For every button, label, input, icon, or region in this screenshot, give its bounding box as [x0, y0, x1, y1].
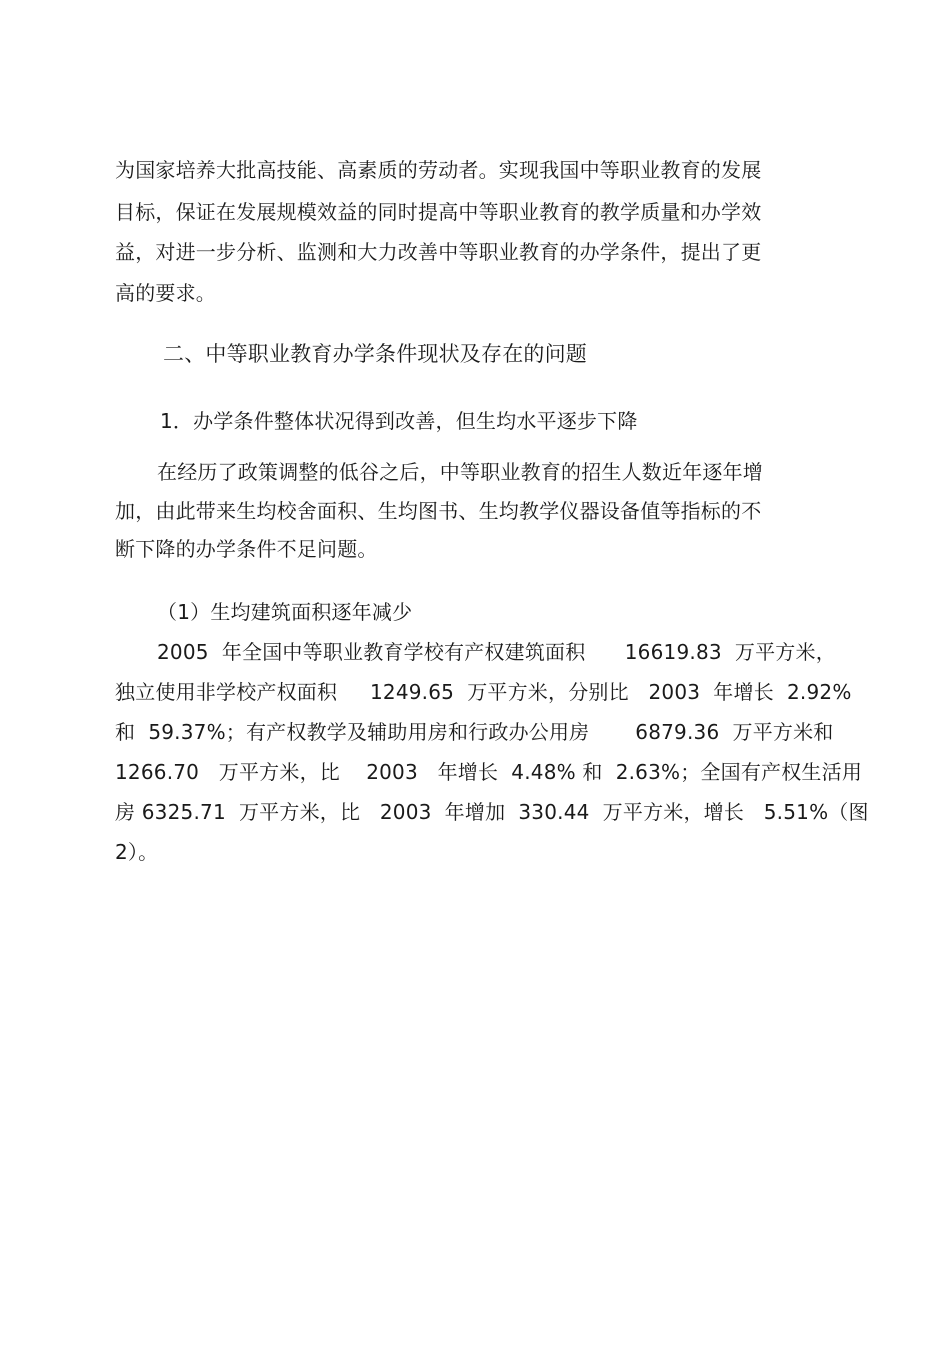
paragraph-3-line-2: 独立使用非学校产权面积 1249.65 万平方米，分别比 2003 年增长 2.92%: [115, 680, 852, 704]
paragraph-3-line-4: 1266.70 万平方米，比 2003 年增长 4.48% 和 2.63%；全国有产权生活用: [115, 760, 863, 784]
subsection-heading: 1．办学条件整体状况得到改善，但生均水平逐步下降: [160, 409, 638, 433]
intro-line-1: 为国家培养大批高技能、高素质的劳动者。实现我国中等职业教育的发展: [115, 158, 762, 182]
paragraph-3-line-6: 2）。: [115, 840, 159, 864]
paragraph-2-line-2: 加，由此带来生均校舍面积、生均图书、生均教学仪器设备值等指标的不: [115, 499, 762, 523]
section-heading: 二、中等职业教育办学条件现状及存在的问题: [163, 342, 587, 366]
paragraph-2-line-3: 断下降的办学条件不足问题。: [115, 537, 378, 561]
intro-line-4: 高的要求。: [115, 281, 216, 305]
item-heading: （1）生均建筑面积逐年减少: [157, 600, 413, 624]
paragraph-3-line-1: 2005 年全国中等职业教育学校有产权建筑面积 16619.83 万平方米，: [157, 640, 836, 664]
paragraph-3-line-5: 房 6325.71 万平方米，比 2003 年增加 330.44 万平方米，增长 5.51%（图: [115, 800, 869, 824]
intro-line-2: 目标，保证在发展规模效益的同时提高中等职业教育的教学质量和办学效: [115, 200, 762, 224]
paragraph-2-line-1: 在经历了政策调整的低谷之后，中等职业教育的招生人数近年逐年增: [157, 460, 763, 484]
paragraph-3-line-3: 和 59.37%；有产权教学及辅助用房和行政办公用房 6879.36 万平方米和: [115, 720, 834, 744]
intro-line-3: 益，对进一步分析、监测和大力改善中等职业教育的办学条件，提出了更: [115, 240, 762, 264]
